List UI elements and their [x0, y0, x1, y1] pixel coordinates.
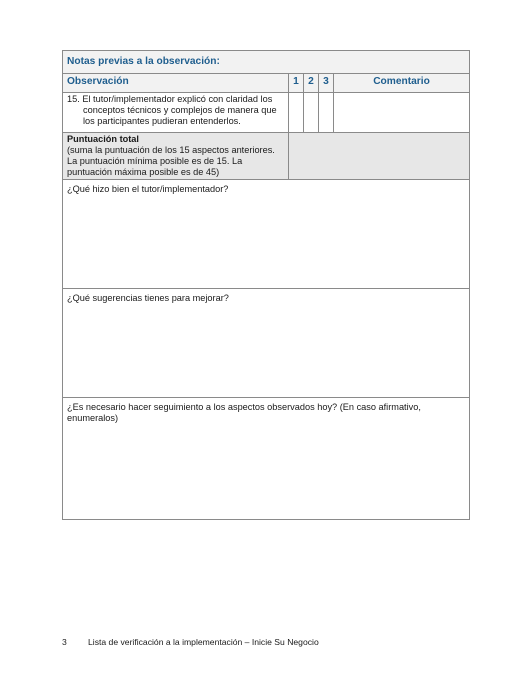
column-header-score-1: 1 — [289, 74, 304, 93]
total-score-label: Puntuación total — [67, 134, 139, 144]
score-1-cell[interactable] — [289, 93, 304, 133]
total-score-label-cell — [63, 133, 289, 180]
score-2-cell[interactable] — [304, 93, 319, 133]
question-row-suggestions[interactable] — [63, 289, 470, 398]
question-did-well: ¿Qué hizo bien el tutor/implementador? — [63, 180, 470, 289]
column-header-observation: Observación — [63, 74, 289, 93]
observation-item-text: 15. El tutor/implementador explicó con claridad los conceptos técnicos y complejos de manera que los participantes pudieran entenderlos. — [67, 94, 277, 127]
total-score-description: (suma la puntuación de los 15 aspectos anteriores. La puntuación mínima posible es de 15. La puntuación máxima posible es de 45) — [67, 145, 275, 178]
section-heading-row — [63, 51, 470, 74]
question-suggestions: ¿Qué sugerencias tienes para mejorar? — [63, 289, 470, 398]
comment-cell[interactable] — [334, 93, 470, 133]
observation-item-cell — [63, 93, 289, 133]
question-row-follow-up[interactable] — [63, 398, 470, 520]
section-title: Notas previas a la observación: — [63, 51, 470, 74]
column-header-row — [63, 74, 470, 93]
page-number: 3 — [62, 637, 67, 647]
column-header-score-2: 2 — [304, 74, 319, 93]
question-follow-up: ¿Es necesario hacer seguimiento a los aspectos observados hoy? (En caso afirmativo, enumeralos) — [63, 398, 470, 520]
question-row-did-well[interactable] — [63, 180, 470, 289]
observation-form-table — [62, 50, 470, 520]
footer-text: Lista de verificación a la implementación – Inicie Su Negocio — [88, 637, 319, 647]
page-footer — [62, 637, 319, 647]
total-score-value-cell[interactable] — [289, 133, 470, 180]
column-header-score-3: 3 — [319, 74, 334, 93]
score-3-cell[interactable] — [319, 93, 334, 133]
observation-item-row — [63, 93, 470, 133]
total-score-row — [63, 133, 470, 180]
column-header-comment: Comentario — [334, 74, 470, 93]
